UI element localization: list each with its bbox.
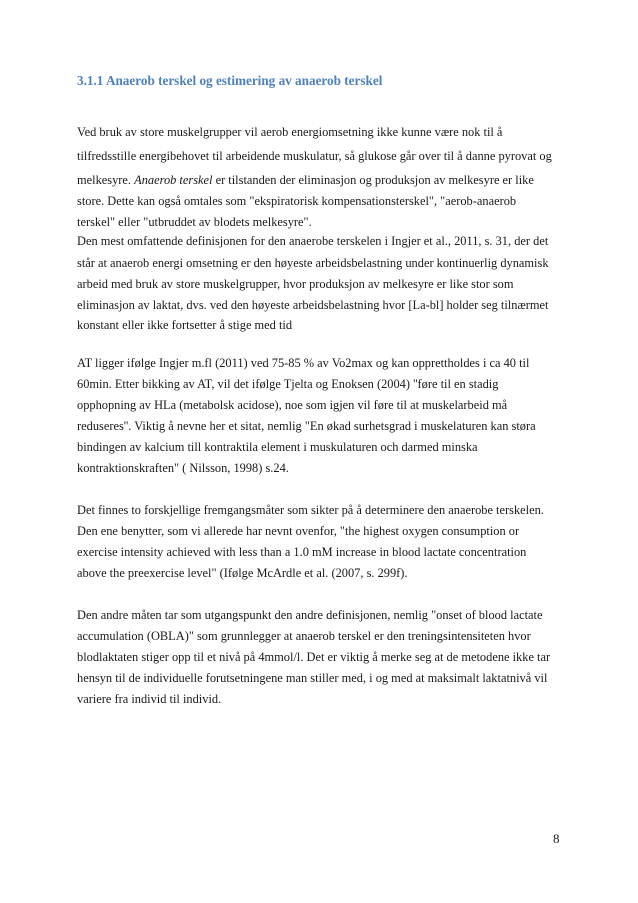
p3-line-4: above the preexercise level" (Ifølge McArdle et al. (2007, s. 299f). bbox=[77, 566, 408, 580]
p1-line-3-pre: melkesyre. bbox=[77, 173, 135, 187]
p2-line-5: bindingen av kalcium till kontraktila element i muskulaturen och darmed minska bbox=[77, 440, 478, 454]
p3-line-1: Det finnes to forskjellige fremgangsmåter som sikter på å determinere den anaerobe terskelen. bbox=[77, 503, 544, 517]
p4-line-3: blodlaktaten stiger opp til et nivå på 4mmol/l. Det er viktig å merke seg at de metodene ikke tar bbox=[77, 650, 551, 664]
p1-line-6: Den mest omfattende definisjonen for den anaerobe terskelen i Ingjer et al., 2011, s. 31, der det bbox=[77, 234, 549, 248]
section-heading: 3.1.1 Anaerob terskel og estimering av anaerob terskel bbox=[77, 73, 383, 88]
p4-line-2: accumulation (OBLA)" som grunnlegger at anaerob terskel er den treningsintensiteten hvor bbox=[77, 629, 531, 643]
p4-line-1: Den andre måten tar som utgangspunkt den andre definisjonen, nemlig "onset of blood lactate bbox=[77, 608, 543, 622]
p1-line-5: terskel" eller "utbruddet av blodets melkesyre". bbox=[77, 215, 312, 229]
p4-line-5: variere fra individ til individ. bbox=[77, 692, 222, 706]
p2-line-4: reduseres''. Viktig å nevne her et sitat, nemlig "En økad surhetsgrad i muskelaturen kan støra bbox=[77, 419, 536, 433]
p3-line-3: exercise intensity achieved with less than a 1.0 mM increase in blood lactate concentration bbox=[77, 545, 527, 559]
p1-line-3-post: er tilstanden der eliminasjon og produksjon av melkesyre er like bbox=[212, 173, 534, 187]
p1-line-1: Ved bruk av store muskelgrupper vil aerob energiomsetning ikke kunne være nok til å bbox=[77, 125, 503, 139]
p2-line-2: 60min. Etter bikking av AT, vil det ifølge Tjelta og Enoksen (2004) ''føre til en stadig bbox=[77, 377, 499, 391]
anaerob-terskel-term: Anaerob terskel bbox=[134, 173, 213, 187]
p2-line-3: opphopning av HLa (metabolsk acidose), noe som igjen vil føre til at muskelarbeid må bbox=[77, 398, 508, 412]
p1-line-2: tilfredsstille energibehovet til arbeidende muskulatur, så glukose går over til å danne pyrovat og bbox=[77, 149, 552, 163]
page-number: 8 bbox=[553, 831, 560, 846]
p1-line-4: store. Dette kan også omtales som "ekspiratorisk kompensationsterskel", "aerob-anaerob bbox=[77, 194, 517, 208]
p1-line-3 bbox=[77, 172, 534, 188]
p2-line-6: kontraktionskraften" ( Nilsson, 1998) s.24. bbox=[77, 461, 289, 475]
p1-line-7: står at anaerob energi omsetning er den høyeste arbeidsbelastning under kontinuerlig dynamisk bbox=[77, 256, 549, 270]
p2-line-1: AT ligger ifølge Ingjer m.fl (2011) ved 75-85 % av Vo2max og kan opprettholdes i ca 40 til bbox=[77, 356, 530, 370]
p4-line-4: hensyn til de individuelle forutsetningene man stiller med, i og med at maksimalt laktatnivå vil bbox=[77, 671, 548, 685]
p1-line-10: konstant eller ikke fortsetter å stige med tid bbox=[77, 318, 293, 332]
p1-line-9: eliminasjon av laktat, dvs. ved den høyeste arbeidsbelastning hvor [La-bl] holder seg tilnærmet bbox=[77, 298, 549, 312]
p3-line-2: Den ene benytter, som vi allerede har nevnt ovenfor, "the highest oxygen consumption or bbox=[77, 524, 520, 538]
p1-line-8: arbeid med bruk av store muskelgrupper, hvor produksjon av melkesyre er like stor som bbox=[77, 277, 514, 291]
